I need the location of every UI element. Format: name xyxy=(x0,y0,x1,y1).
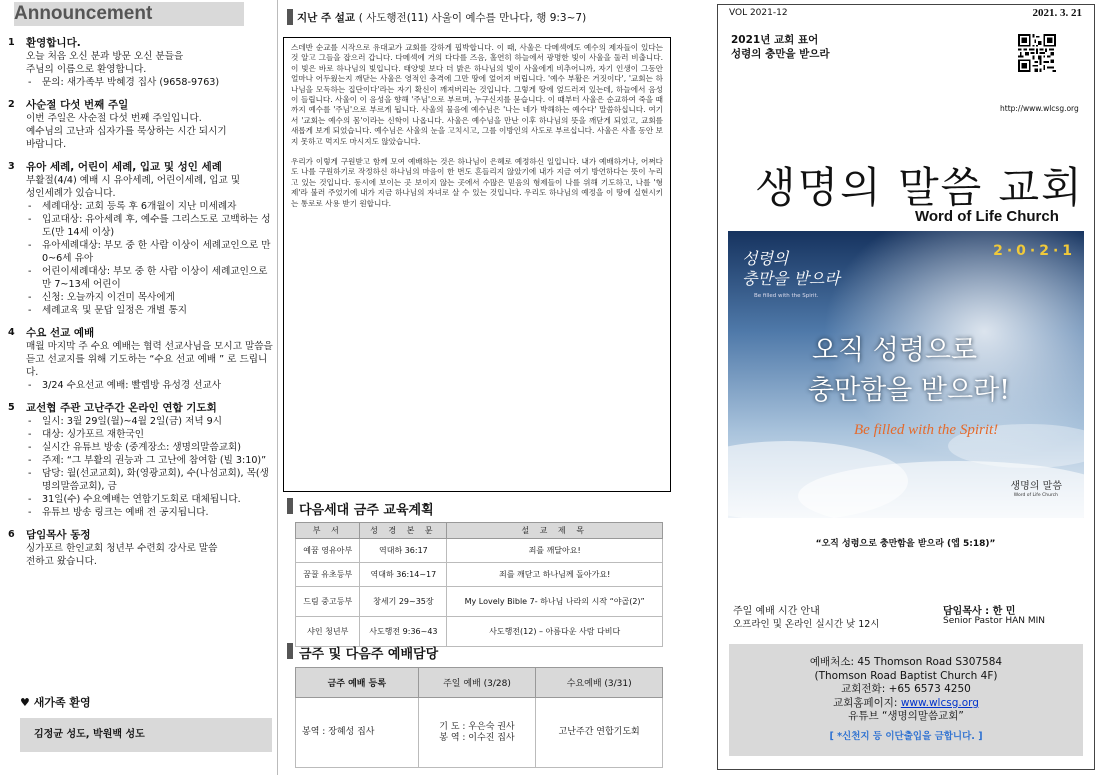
announcement-number: 1 xyxy=(8,37,15,48)
heart-icon: ♥ xyxy=(20,696,30,709)
announcement-item xyxy=(8,160,274,317)
youtube-line: 유튜브 “생명의말씀교회” xyxy=(848,710,964,722)
announcement-subitem xyxy=(26,493,274,506)
scripture-cell: 역대하 36:14~17 xyxy=(360,563,447,587)
dash-bullet-icon: - xyxy=(28,507,32,518)
announcement-text: 매월 마지막 주 수요 예배는 협력 선교사님을 모시고 말씀을 듣고 선교지를 위해 기도하는 “수요 선교 예배 ” 로 드립니다. xyxy=(26,341,273,378)
duty-header: 주일 예배 (3/28) xyxy=(418,668,536,698)
cover-small-title xyxy=(742,249,840,289)
education-header: 성 경 본 문 xyxy=(360,523,447,539)
newcomer-title xyxy=(20,694,91,710)
announcement-heading: 사순절 다섯 번째 주일 xyxy=(26,99,129,111)
sermon-title-cell: My Lovely Bible 7- 하나님 나라의 시작 “야곱(2)” xyxy=(447,587,663,617)
announcement-subitem-text: 일시: 3월 29일(월)~4월 2일(금) 저녁 9시 xyxy=(42,416,223,427)
cover-logo-english: Word of Life Church xyxy=(1013,493,1058,498)
sermon-title xyxy=(297,10,586,25)
website-url[interactable]: http://www.wlcsg.org xyxy=(1000,104,1079,113)
announcement-subitem xyxy=(26,304,274,317)
announcement-body xyxy=(26,528,274,568)
table-row xyxy=(296,617,663,647)
announcement-heading: 수요 선교 예배 xyxy=(26,327,95,339)
theme-verse: “오직 성령으로 충만함을 받으라 (엡 5:18)” xyxy=(815,539,996,549)
sermon-paragraph: 우리가 이렇게 구원받고 함께 모여 예배하는 것은 하나님이 은혜로 예정하신 일입니다. 내가 예배하거나, 어쩌다도 나를 구원하기로 작정하신 하나님의 마음이 한 번도 흔들리지 않았기에 내가 지금 여기 방언하다는 뜻이 누리고 있는 것입니다. 동시에 보이는 곳 보이지 않는 곳에서 수많은 믿음의 형제들이 나를 위해 기도하고, 나를 '형제'라 불러 주었기에 내가 지금 하나님의 자녀로 살 수 있는 것입니다. 우리도 하나님의 예정을 이 땅에 실현시키는 통로로 사용 받기 원합니다. xyxy=(291,157,663,208)
sermon-title-cell: 죄를 깨달아요! xyxy=(447,539,663,563)
dash-bullet-icon: - xyxy=(28,201,32,212)
table-row xyxy=(296,698,663,768)
address-box xyxy=(729,644,1083,756)
announcement-subitem-text: 세례대상: 교회 등록 후 6개월이 지난 미세례자 xyxy=(42,201,237,212)
education-header: 부 서 xyxy=(296,523,360,539)
duty-cell: 고난주간 연합기도회 xyxy=(536,698,663,768)
scripture-cell: 창세기 29~35장 xyxy=(360,587,447,617)
announcement-body xyxy=(26,160,274,317)
education-table xyxy=(295,522,663,647)
announcement-heading: 교선협 주관 고난주간 온라인 연합 기도회 xyxy=(26,402,217,414)
dash-bullet-icon: - xyxy=(28,266,32,277)
sermon-summary xyxy=(283,37,671,492)
pastor-english: Senior Pastor HAN MIN xyxy=(943,616,1046,626)
homepage-label: 교회홈페이지: xyxy=(833,696,901,709)
announcement-subitem-text: 신청: 오늘까지 이건미 목사에게 xyxy=(42,292,175,303)
sermon-column xyxy=(279,0,695,775)
section-marker xyxy=(287,9,293,25)
announcement-subitem-text: 대상: 싱가포르 재한국인 xyxy=(42,429,145,440)
announcement-number: 4 xyxy=(8,327,15,338)
homepage-line xyxy=(729,697,1083,711)
newcomer-names: 김정균 성도, 박원백 성도 xyxy=(20,718,272,752)
cover-logo: 생명의 말씀 xyxy=(1010,481,1062,492)
dash-bullet-icon: - xyxy=(28,305,32,316)
newcomer-title-text: 새가족 환영 xyxy=(33,696,91,709)
announcement-number: 5 xyxy=(8,402,15,413)
announcement-subitem xyxy=(26,239,274,265)
announcement-text: 싱가포르 한인교회 청년부 수련회 강사로 말씀 xyxy=(26,543,218,554)
cover-small-english: Be filled with the Spirit. xyxy=(754,293,819,299)
dash-bullet-icon: - xyxy=(28,442,32,453)
phone-line: 교회전화: +65 6573 4250 xyxy=(841,683,971,695)
dash-bullet-icon: - xyxy=(28,494,32,505)
dash-bullet-icon: - xyxy=(28,380,32,391)
duty-cell: 기 도 : 우은숙 권사 봉 역 : 이수진 집사 xyxy=(418,698,536,768)
announcement-subitem-text: 어린이세례대상: 부모 중 한 사람 이상이 세례교인으로 만 7~13세 어린이 xyxy=(42,266,268,290)
table-row xyxy=(296,563,663,587)
announcement-number: 6 xyxy=(8,529,15,540)
announcement-text: 바랍니다. xyxy=(26,139,67,150)
cover-small-title-line: 충만을 받으라 xyxy=(742,269,840,288)
announcement-subitem xyxy=(26,213,274,239)
sermon-reference: ( 사도행전(11) 사울이 예수를 만나다, 행 9:3~7) xyxy=(358,12,587,24)
duty-header: 금주 예배 등록 xyxy=(296,668,419,698)
announcement-number: 2 xyxy=(8,99,15,110)
dash-bullet-icon: - xyxy=(28,214,32,225)
church-name-english: Word of Life Church xyxy=(915,208,1059,225)
cover-english-headline: Be filled with the Spirit! xyxy=(854,422,999,438)
motto-label: 2021년 교회 표어 xyxy=(731,34,819,46)
announcement-text: 예수님의 고난과 십자가를 묵상하는 시간 되시기 xyxy=(26,126,227,137)
cover-headline: 충만함을 받으라! xyxy=(808,375,1011,406)
announcement-number: 3 xyxy=(8,161,15,172)
dash-bullet-icon: - xyxy=(28,77,32,88)
dash-bullet-icon: - xyxy=(28,416,32,427)
qr-code-icon[interactable] xyxy=(1018,34,1056,72)
issue-date: 2021. 3. 21 xyxy=(1032,7,1082,19)
address-line: (Thomson Road Baptist Church 4F) xyxy=(814,669,998,682)
service-time-label: 주일 예배 시간 안내 xyxy=(733,606,820,617)
announcement-body xyxy=(26,98,274,151)
announcement-subitem xyxy=(26,265,274,291)
service-duty-title: 금주 및 다음주 예배담당 xyxy=(299,647,439,662)
sermon-title-cell: 죄를 깨닫고 하나님께 돌아가요! xyxy=(447,563,663,587)
dash-bullet-icon: - xyxy=(28,455,32,466)
service-duty-table xyxy=(295,667,663,768)
announcement-subitem-text: 유튜브 방송 링크는 예배 전 공지됩니다. xyxy=(42,507,209,518)
announcement-subitem xyxy=(26,467,274,493)
cover-column xyxy=(715,0,1096,775)
announcement-subitem-text: 실시간 유튜브 방송 (중계장소: 생명의말씀교회) xyxy=(42,442,241,453)
sermon-title-cell: 사도행전(12) – 아름다운 사람 다비다 xyxy=(447,617,663,647)
dept-cell: 드림 중고등부 xyxy=(296,587,360,617)
dash-bullet-icon: - xyxy=(28,292,32,303)
announcement-text: 부활절(4/4) 예배 시 유아세례, 어린이세례, 입교 및 xyxy=(26,175,241,186)
announcement-subitem-text: 세례교육 및 문답 일정은 개별 통지 xyxy=(42,305,187,316)
announcement-heading: 환영합니다. xyxy=(26,37,81,49)
announcement-subitem xyxy=(26,76,274,89)
duty-cell: 봉역 : 장혜성 집사 xyxy=(296,698,419,768)
education-title: 다음세대 금주 교육계획 xyxy=(299,503,434,518)
announcement-subitem-text: 입교대상: 유아세례 후, 예수를 그리스도로 고백하는 성도(만 14세 이상) xyxy=(42,214,271,238)
table-row xyxy=(296,587,663,617)
announcement-text: 전하고 왔습니다. xyxy=(26,556,97,567)
dash-bullet-icon: - xyxy=(28,468,32,479)
announcement-text: 이번 주일은 사순절 다섯 번째 주일입니다. xyxy=(26,113,202,124)
announcement-column xyxy=(0,0,278,775)
announcement-subitem xyxy=(26,291,274,304)
sermon-title-label: 지난 주 설교 xyxy=(297,12,356,24)
cover-year: 2·0·2·1 xyxy=(993,243,1076,259)
announcement-subitem xyxy=(26,506,274,519)
announcement-subitem-text: 문의: 새가족부 박혜경 집사 (9658-9763) xyxy=(42,77,220,88)
announcement-item xyxy=(8,36,274,89)
announcement-text: 성인세례가 있습니다. xyxy=(26,188,116,199)
volume-number: VOL 2021-12 xyxy=(729,8,788,18)
service-time-text: 오프라인 및 온라인 실시간 낮 12시 xyxy=(733,619,880,630)
dept-cell: 꿈꿀 유초등부 xyxy=(296,563,360,587)
motto-text: 성령의 충만을 받으라 xyxy=(731,48,830,60)
cover-small-title-line: 성령의 xyxy=(742,249,789,268)
announcement-item xyxy=(8,528,274,568)
announcement-item xyxy=(8,326,274,392)
announcement-subitem-text: 담당: 월(선교교회), 화(영광교회), 수(나섬교회), 목(생명의말씀교회), 금 xyxy=(42,468,269,492)
dash-bullet-icon: - xyxy=(28,429,32,440)
announcement-subitem-text: 주제: “그 부활의 권능과 그 고난에 참여함 (빌 3:10)” xyxy=(42,455,267,466)
duty-header: 수요예배 (3/31) xyxy=(536,668,663,698)
announcement-subitem-text: 31일(수) 수요예배는 연합기도회로 대체됩니다. xyxy=(42,494,241,505)
cover-image xyxy=(728,231,1084,518)
announcement-heading: 유아 세례, 어린이 세례, 입교 및 성인 세례 xyxy=(26,161,222,173)
announcement-body xyxy=(26,326,274,392)
dept-cell: 예꿈 영유아부 xyxy=(296,539,360,563)
announcement-subitem xyxy=(26,415,274,428)
announcement-subitem xyxy=(26,428,274,441)
church-name-korean: 생명의 말씀 교회 xyxy=(755,163,1084,212)
section-marker xyxy=(287,498,293,514)
announcement-list xyxy=(8,36,274,577)
announcement-subitem xyxy=(26,379,274,392)
dept-cell: 샤인 청년부 xyxy=(296,617,360,647)
notice-text: [ *신천지 등 이단출입을 금합니다. ] xyxy=(829,730,983,742)
announcement-text: 주님의 이름으로 환영합니다. xyxy=(26,64,147,75)
section-marker xyxy=(287,643,293,659)
announcement-subitem-text: 유아세례대상: 부모 중 한 사람 이상이 세례교인으로 만 0~6세 유아 xyxy=(42,240,271,264)
announcement-item xyxy=(8,98,274,151)
announcement-subitem xyxy=(26,200,274,213)
pastor-label: 담임목사 : 한 민 xyxy=(943,606,1016,617)
dash-bullet-icon: - xyxy=(28,240,32,251)
education-header: 설 교 제 목 xyxy=(447,523,663,539)
announcement-heading: 담임목사 동정 xyxy=(26,529,91,541)
announcement-body xyxy=(26,36,274,89)
sermon-paragraph: 스데반 순교를 시작으로 유대교가 교회를 강하게 핍박합니다. 이 때, 사울은 다메섹에도 예수의 제자들이 있다는 것 알고 그들을 잡으러 갑니다. 다메섹에 거의 다다를 즈음, 홀연히 하늘에서 광명한 빛이 사울을 둘러 비춥니다. 이 빛은 바로 하나님의 빛입니다. 태양빛 보다 더 밝은 하나님의 빛이 사울에게 비추어니까, 자기 인생이 그동안 얼마나 어두웠는지 깨닫는 사울은 영적인 충격에 그만 땅에 엎어져 버립니다. '예수 부활은 거짓이다', '교회는 하나님을 모독하는 집단이다'라는 자기 확신이 깨져버리는 것입니다. 그렇게 땅에 엎드러져 있는데, 하늘에서 음성이 들립니다. 사울이 이 음성을 향해 '주님'으로 부르며, 누구신지를 묻습니다. 이 때부터 사울은 순교하여 죽을 때까지 예수를 '주님'으로 부르게 됩니다. 사울의 물음에 예수님은 '나는 네가 박해하는 예수다' 말씀하십니다. 여기서 '교회는 예수의 몸'이라는 신학이 나옵니다. 사울은 예수님을 만난 이후 하나님의 뜻을 깨닫게 되었고, 교회를 새롭게 보게 되었습니다. 예수님은 사울의 눈을 고치시고, 그를 이방인의 사도로 부르십니다. 사울은 사흘 동안 보지 못하고 먹지도 마시지도 않았습니다. xyxy=(291,43,663,146)
announcement-subitem xyxy=(26,441,274,454)
announcement-title: Announcement xyxy=(14,2,244,26)
announcement-item xyxy=(8,401,274,519)
announcement-subitem-text: 3/24 수요선교 예배: 빨렙방 유성경 선교사 xyxy=(42,380,222,391)
homepage-link[interactable]: www.wlcsg.org xyxy=(900,696,979,709)
scripture-cell: 역대하 36:17 xyxy=(360,539,447,563)
cover-headline: 오직 성령으로 xyxy=(812,335,978,366)
table-row xyxy=(296,539,663,563)
address-line: 예배처소: 45 Thomson Road S307584 xyxy=(809,656,1003,668)
scripture-cell: 사도행전 9:36~43 xyxy=(360,617,447,647)
announcement-body xyxy=(26,401,274,519)
announcement-text: 오늘 처음 오신 분과 방문 오신 분들을 xyxy=(26,51,184,62)
announcement-subitem xyxy=(26,454,274,467)
